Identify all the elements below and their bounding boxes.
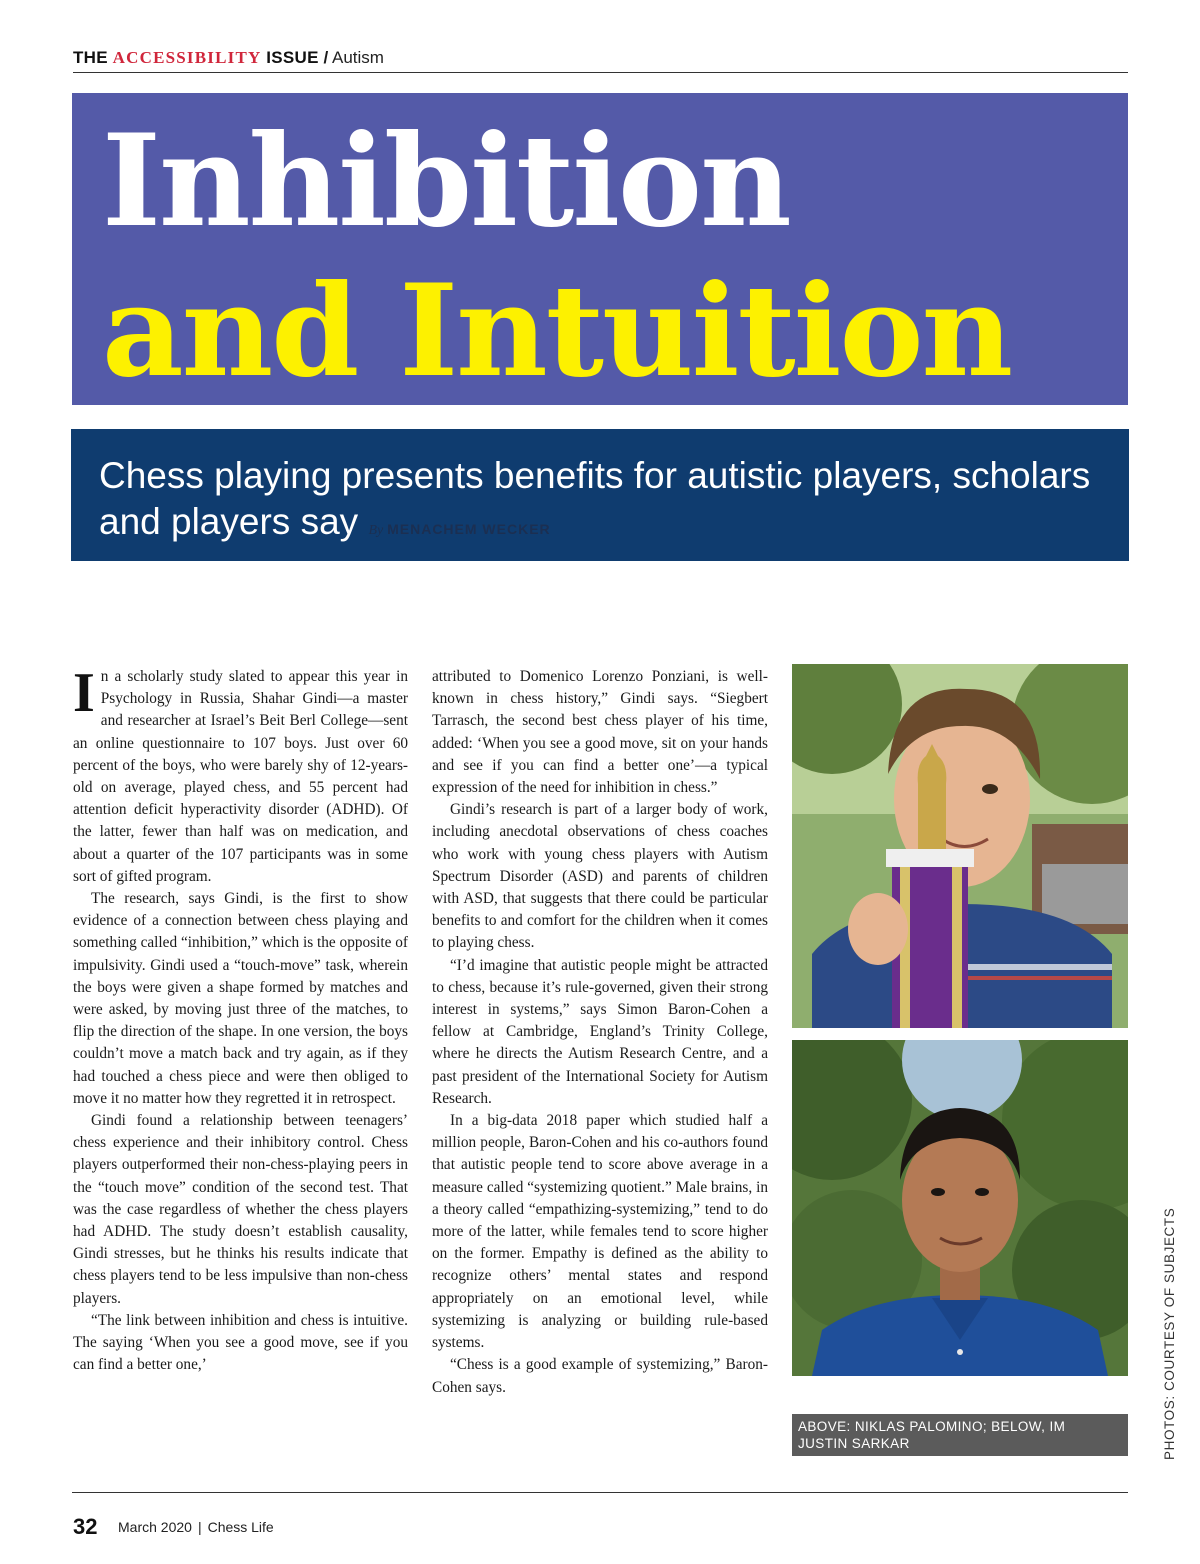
running-header [73,46,1128,73]
footer-info [118,1519,274,1535]
paragraph-1 [73,662,408,888]
paragraph-1-text: n a scholarly study slated to appear this year in Psychology in Russia, Shahar Gindi—a master and researcher at Israel’s Beit Berl College—sent an online questionnaire to 107 boys. Just over 60 percent of the boys, who were barely shy of 12-years-old on average, played chess, and 55 percent had attention deficit hyperactivity disorder (ADHD). Of the latter, fewer than half was on medication, and about a quarter of the 107 participants was in some sort of gifted program. [73,668,408,885]
page-number: 32 [73,1514,98,1539]
photo-bottom-illustration [792,1040,1128,1376]
paragraph-3: Gindi found a relationship between teenagers’ chess experience and their inhibitory control. Chess players outperformed their non-chess-playing peers in the “touch move” condition of the second test. That was the case regardless of whether the chess players had ADHD. The study doesn’t establish causality, Gindi stresses, but he thinks his results indicate that chess players tend to be less impulsive than non-chess players. [73,1112,408,1307]
title-line-2: and Intuition [102,257,1012,405]
paragraph-4: “The link between inhibition and chess is intuitive. The saying ‘When you see a good move, see if you can find a better one,’ [73,1311,408,1374]
drop-cap: I [73,662,95,724]
paragraph-8: “Chess is a good example of systemizing,” Baron-Cohen says. [432,1356,768,1396]
byline [368,521,550,537]
footer-publication: Chess Life [207,1519,274,1535]
paragraph-4-continued: attributed to Domenico Lorenzo Ponziani, is well-known in chess history,” Gindi says. “Siegbert Tarrasch, the second best chess player of his time, added: ‘When you see a good move, sit on your hands and see if you can find a better one’—a typical expression of the need for inhibition in chess.” [432,668,768,797]
byline-name: MENACHEM WECKER [387,521,551,537]
paragraph-2: The research, says Gindi, is the first to show evidence of a connection between chess playing and something called “inhibition,” which is the opposite of impulsivity. Gindi used a “touch-move” task, wherein the boys were given a shape formed by matches and were asked, by moving just three of the matches, to flip the direction of the shape. In one version, the boys couldn’t move a match back and try again, as if they had touched a chess piece and were then obliged to move it no matter how they regretted it in retrospect. [73,890,408,1107]
photo-top-illustration [792,664,1128,1028]
paragraph-6: “I’d imagine that autistic people might be attracted to chess, because it’s rule-governed, given their strong interest in systems,” says Simon Baron-Cohen a fellow at Cambridge, England’s Trinity College, where he directs the Autism Research Centre, and a past president of the International Society for Autism Research. [432,956,768,1107]
header-separator: / [323,48,329,67]
title-line-1: Inhibition [102,107,790,255]
header-issue: ISSUE [266,48,319,67]
footer-separator: | [197,1519,202,1535]
paragraph-7: In a big-data 2018 paper which studied half a million people, Baron-Cohen and his co-authors found that autistic people tend to score above average in a measure called “systemizing quotient.” Male brains, in a theory called “empathizing-systemizing,” tend to do more of the latter, while females tend to score higher on the former. Empathy is defined as the ability to recognize others’ mental states and respond appropriately on an emotional level, while systemizing is analyzing or building rule-based systems. [432,1112,768,1352]
photo-credit: PHOTOS: COURTESY OF SUBJECTS [1162,1207,1177,1460]
header-section: Autism [332,48,384,67]
footer-date: March 2020 [118,1519,192,1535]
header-accessibility: ACCESSIBILITY [112,48,262,67]
paragraph-5: Gindi’s research is part of a larger body of work, including anecdotal observations of chess coaches who work with young chess players with Autism Spectrum Disorder (ASD) and parents of children with ASD, that suggests that there could be particular benefits to and comfort for the children when it comes to playing chess. [432,801,768,952]
header-the: THE [73,48,108,67]
deck-text-block [99,453,1119,554]
deck [71,429,1129,561]
photo-justin-sarkar [792,1040,1128,1376]
footer-rule [72,1492,1128,1493]
photo-caption [792,1414,1128,1456]
article-column-1 [73,662,408,1377]
byline-by: By [368,523,384,538]
title-banner [72,93,1128,405]
photo-niklas-palomino [792,664,1128,1028]
caption-text: ABOVE: NIKLAS PALOMINO; BELOW, IM JUSTIN SARKAR [798,1419,1066,1451]
article-column-2 [432,666,768,1399]
deck-text: Chess playing presents benefits for autistic players, scholars and players say [99,455,1091,542]
